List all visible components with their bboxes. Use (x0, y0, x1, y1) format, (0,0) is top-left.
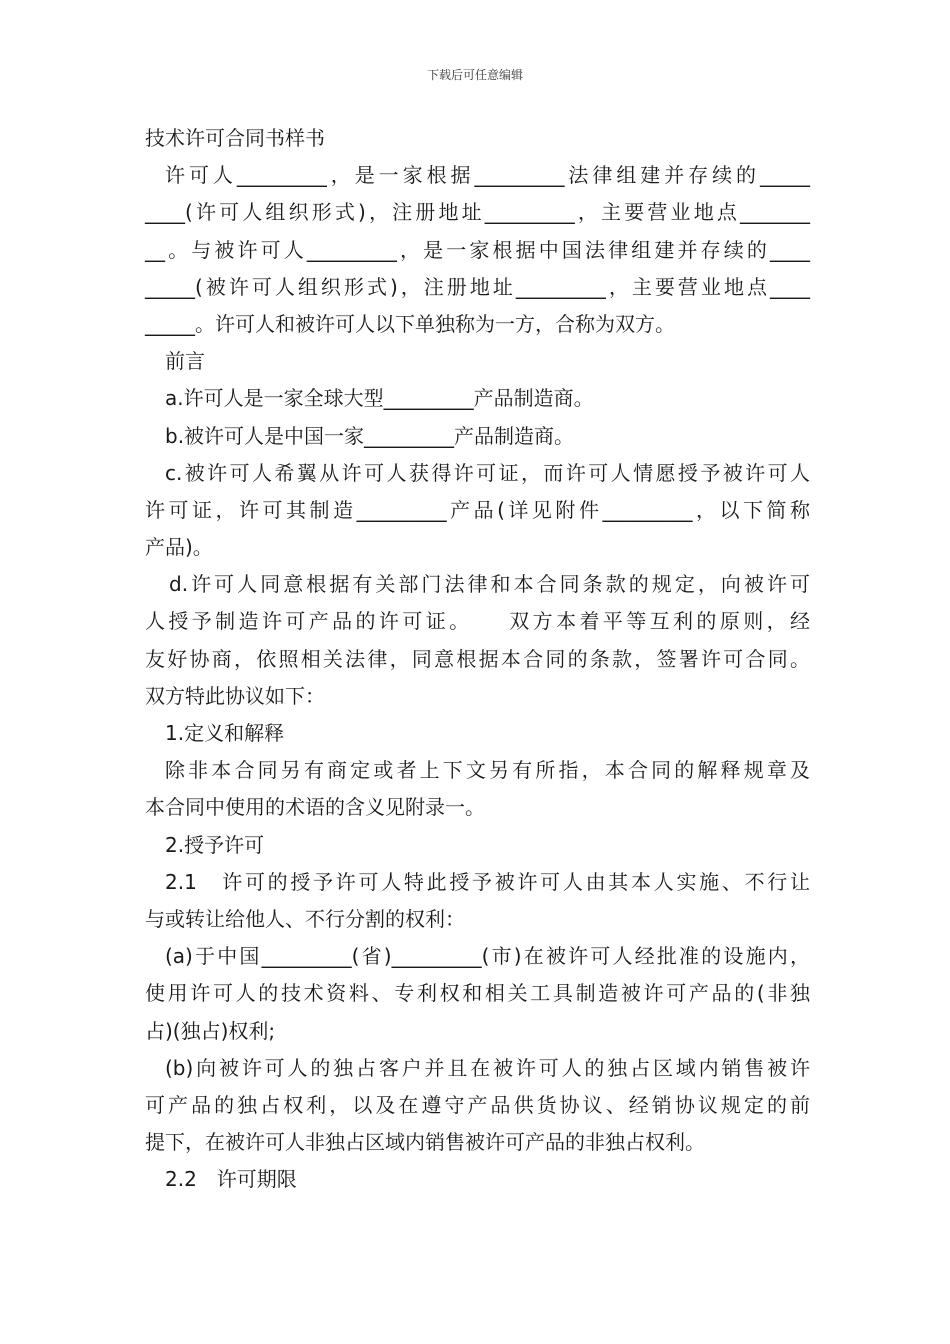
paragraph-line: 使用许可人的技术资料、专利权和相关工具制造被许可产品的(非独 (145, 981, 810, 1006)
paragraph-line: 2.1 许可的授予许可人特此授予被许可人由其本人实施、不行让 (165, 869, 810, 894)
section-heading: 前言 (165, 349, 205, 374)
paragraph-line: ____(许可人组织形式)，注册地址_________，主要营业地点_______ (145, 200, 810, 225)
paragraph-line: 许可人_________，是一家根据_________法律组建并存续的_____ (165, 163, 810, 188)
document-body (145, 120, 810, 1198)
paragraph-line: (b)向被许可人的独占客户并且在被许可人的独占区域内销售被许 (165, 1055, 810, 1080)
paragraph-line: __。与被许可人_________，是一家根据中国法律组建并存续的____ (145, 237, 810, 262)
paragraph-line: d.许可人同意根据有关部门法律和本合同条款的规定，向被许可 (169, 572, 810, 597)
paragraph-line: c.被许可人希翼从许可人获得许可证，而许可人情愿授予被许可人 (165, 460, 810, 485)
paragraph-line: 提下，在被许可人非独占区域内销售被许可产品的非独占权利。 (145, 1130, 705, 1155)
section-heading: 2.2 许可期限 (165, 1167, 297, 1192)
paragraph-line: 双方特此协议如下： (145, 683, 325, 708)
paragraph-line: 与或转让给他人、不行分割的权利： (145, 906, 465, 931)
section-heading: 1.定义和解释 (165, 721, 285, 745)
document-title: 技术许可合同书样书 (145, 126, 325, 150)
paragraph-line: a.许可人是一家全球大型_________产品制造商。 (165, 386, 594, 411)
paragraph-line: 可产品的独占权利，以及在遵守产品供货协议、经销协议规定的前 (145, 1092, 810, 1117)
section-heading: 2.授予许可 (165, 832, 265, 857)
paragraph-line: 产品)。 (145, 535, 213, 560)
paragraph-line: b.被许可人是中国一家_________产品制造商。 (165, 423, 575, 448)
paragraph-line: 友好协商，依照相关法律，同意根据本合同的条款，签署许可合同。 (145, 646, 810, 671)
paragraph-line: 人授予制造许可产品的许可证。 双方本着平等互利的原则，经 (145, 609, 810, 634)
paragraph-line: 占)(独占)权利; (145, 1018, 276, 1043)
paragraph-line: 除非本合同另有商定或者上下文另有所指，本合同的解释规章及 (165, 758, 810, 783)
page-header: 下载后可任意编辑 (426, 68, 523, 82)
paragraph-line: 本合同中使用的术语的含义见附录一。 (145, 795, 485, 820)
paragraph-line: (a)于中国_________(省)_________(市)在被许可人经批准的设施内， (165, 944, 810, 969)
paragraph-line: 许可证，许可其制造_________产品(详见附件_________，以下简称 (145, 497, 810, 522)
paragraph-line: _____。许可人和被许可人以下单独称为一方，合称为双方。 (145, 311, 675, 336)
paragraph-line: _____(被许可人组织形式)，注册地址_________，主要营业地点____ (145, 274, 810, 299)
